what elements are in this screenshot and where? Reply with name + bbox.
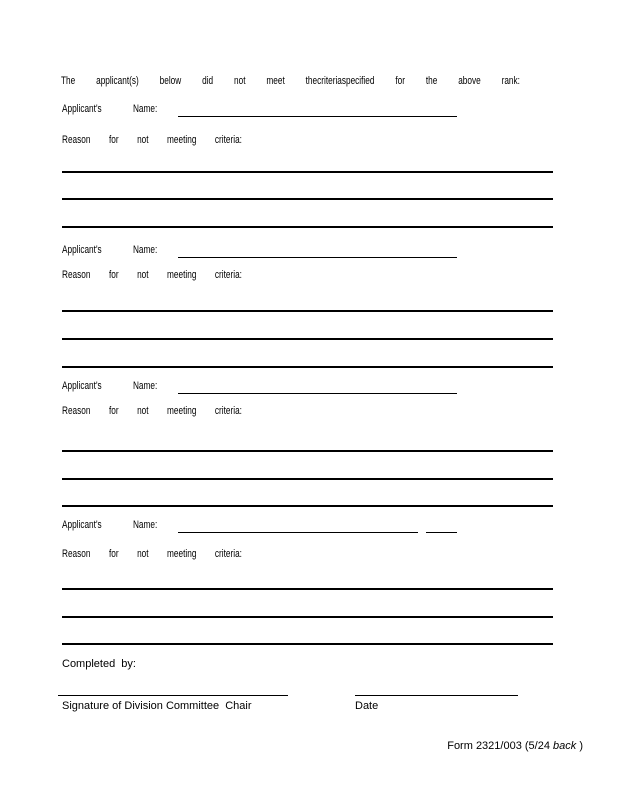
label-word: meeting [167, 548, 197, 560]
label-word: above [458, 75, 481, 87]
label-word: did [202, 75, 214, 87]
label-word: not [137, 134, 149, 146]
reason-write-line[interactable] [62, 198, 553, 200]
form-number-back-word: back [553, 740, 577, 752]
label-word: below [159, 75, 182, 87]
reason-label [62, 269, 242, 282]
reason-write-line[interactable] [62, 505, 553, 507]
label-word: for [395, 75, 405, 87]
reason-write-line[interactable] [62, 366, 553, 368]
name-word: Name: [132, 519, 158, 531]
label-word: criteria: [214, 548, 242, 560]
applicant-name-label [62, 244, 157, 257]
label-word: Reason [62, 134, 91, 146]
reason-write-line[interactable] [62, 171, 553, 173]
applicant-word: Applicant's [62, 103, 102, 115]
label-word: The [61, 75, 76, 87]
label-word: thecriteriaspecified [305, 75, 375, 87]
applicant-name-field[interactable] [178, 103, 457, 117]
reason-write-line[interactable] [62, 478, 553, 480]
reason-write-line[interactable] [62, 616, 553, 618]
form-number [435, 727, 583, 766]
applicant-word: Applicant's [62, 519, 102, 531]
applicant-name-field[interactable] [178, 244, 457, 258]
name-word: Name: [132, 380, 158, 392]
reason-label [62, 405, 242, 418]
label-word: applicant(s) [96, 75, 139, 87]
applicant-name-field[interactable] [178, 380, 457, 394]
applicant-word: Applicant's [62, 380, 102, 392]
instruction-text [61, 75, 520, 88]
label-word: criteria: [214, 134, 242, 146]
label-word: meet [266, 75, 285, 87]
signature-caption: Signature of Division Committee Chair [62, 700, 252, 712]
reason-write-line[interactable] [62, 588, 553, 590]
reason-label [62, 134, 242, 147]
reason-write-line[interactable] [62, 338, 553, 340]
label-word: the [425, 75, 438, 87]
name-word: Name: [132, 103, 158, 115]
reason-write-line[interactable] [62, 226, 553, 228]
label-word: Reason [62, 269, 91, 281]
applicant-name-label [62, 519, 157, 532]
date-field[interactable] [355, 682, 518, 696]
name-word: Name: [132, 244, 158, 256]
reason-write-line[interactable] [62, 643, 553, 645]
applicant-word: Applicant's [62, 244, 102, 256]
reason-label [62, 548, 242, 561]
label-word: meeting [167, 269, 197, 281]
applicant-name-label [62, 103, 157, 116]
label-word: not [137, 269, 149, 281]
label-word: for [108, 405, 119, 417]
label-word: rank: [501, 75, 520, 87]
form-number-prefix: Form 2321/003 (5/24 [447, 740, 554, 752]
applicant-name-field[interactable] [178, 519, 418, 533]
date-caption: Date [355, 700, 379, 712]
completed-by-label: Completed by: [62, 658, 136, 670]
label-word: for [108, 269, 119, 281]
form-number-suffix: ) [576, 740, 583, 752]
reason-write-line[interactable] [62, 450, 553, 452]
applicant-name-field-extra[interactable] [426, 519, 457, 533]
reason-write-line[interactable] [62, 310, 553, 312]
applicant-name-label [62, 380, 157, 393]
label-word: for [108, 134, 119, 146]
label-word: not [137, 405, 149, 417]
label-word: criteria: [214, 269, 242, 281]
label-word: meeting [167, 405, 197, 417]
label-word: not [137, 548, 149, 560]
label-word: Reason [62, 548, 91, 560]
label-word: Reason [62, 405, 91, 417]
label-word: not [234, 75, 246, 87]
label-word: meeting [167, 134, 197, 146]
signature-field[interactable] [58, 682, 288, 696]
label-word: criteria: [214, 405, 242, 417]
label-word: for [108, 548, 119, 560]
